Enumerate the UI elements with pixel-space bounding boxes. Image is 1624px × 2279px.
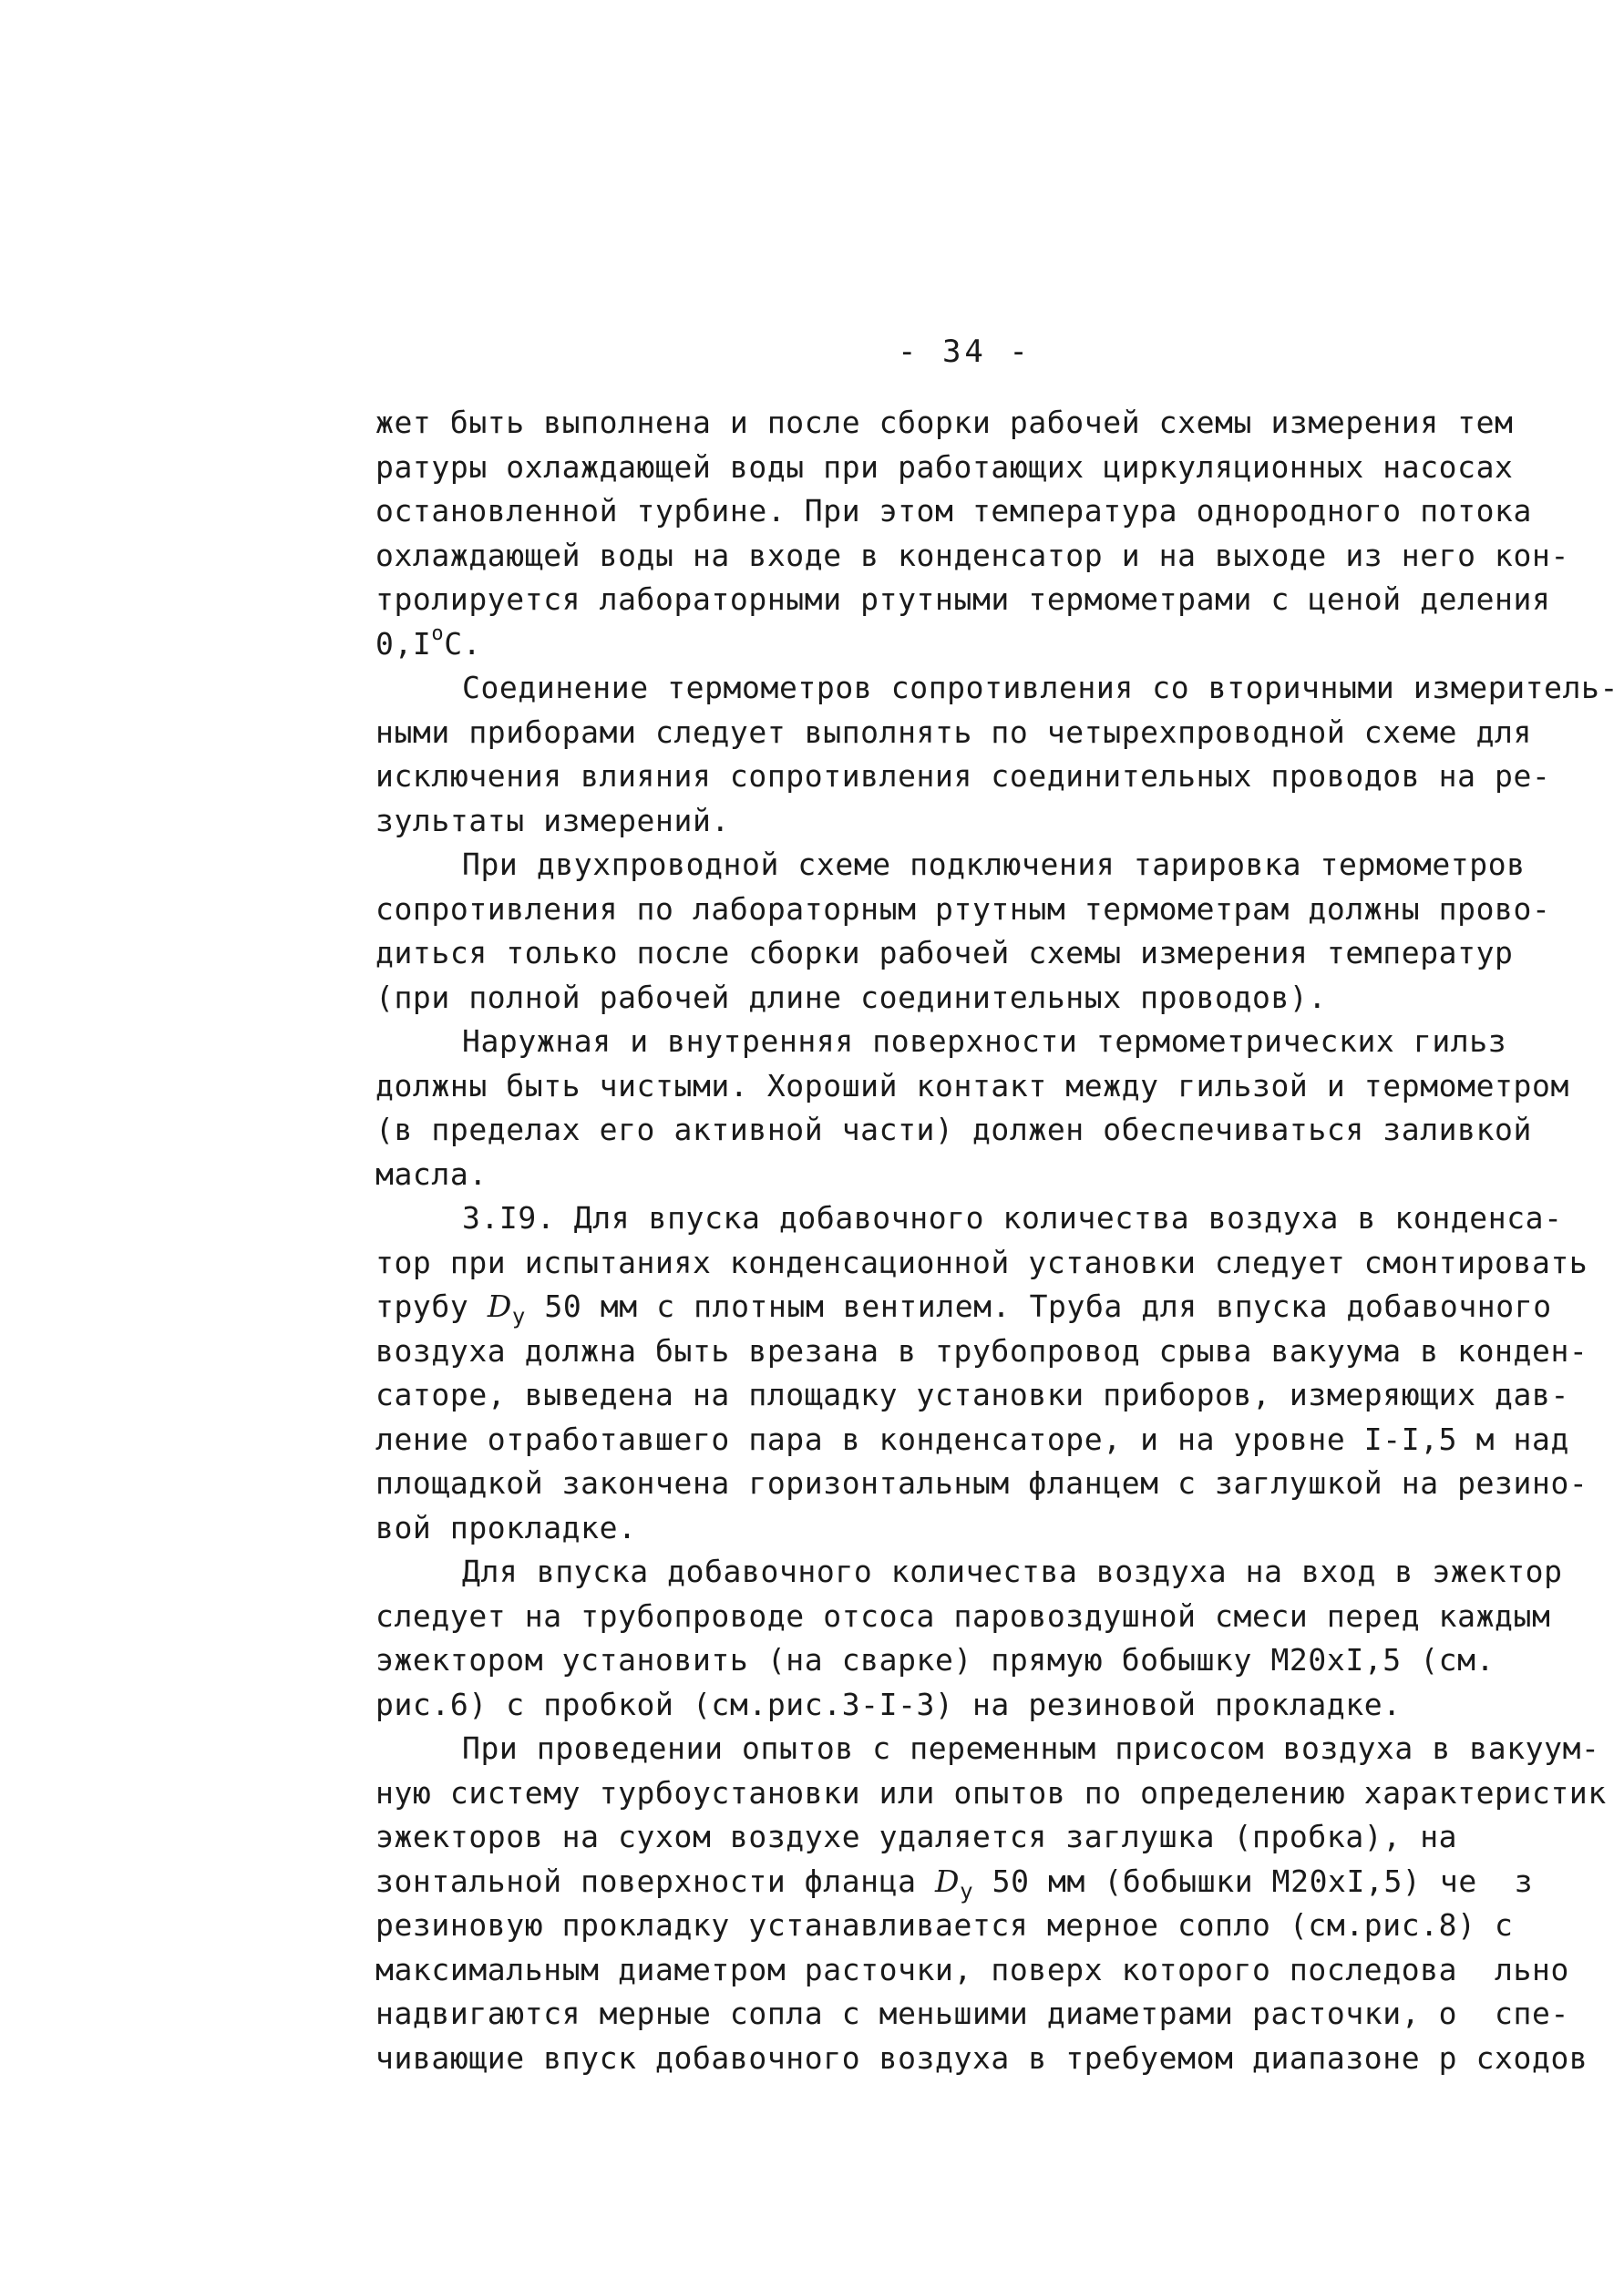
text-line: воздуха должна быть врезана в трубопровод срыва вакуума в конден- bbox=[375, 1332, 1588, 1369]
body-text bbox=[375, 401, 1619, 2080]
temperature-unit: С. bbox=[444, 625, 482, 662]
temperature-value: 0,I bbox=[375, 625, 432, 662]
text-line: ными приборами следует выполнять по четырехпроводной схеме для bbox=[375, 713, 1532, 750]
text-fragment: зонтальной поверхности фланца bbox=[375, 1863, 936, 1899]
text-fragment: 50 мм (бобышки М20хI,5) че з bbox=[973, 1863, 1534, 1899]
text-line: надвигаются мерные сопла с меньшими диаметрами расточки, о спе- bbox=[375, 1996, 1569, 2031]
text-line: тор при испытаниях конденсационной установки следует смонтировать bbox=[375, 1244, 1588, 1280]
text-line: (при полной рабочей длине соединительных проводов). bbox=[375, 979, 1327, 1015]
text-line: диться только после сборки рабочей схемы измерения температур bbox=[375, 935, 1514, 970]
paragraph-start: При двухпроводной схеме подключения тарировка термометров bbox=[462, 847, 1526, 882]
text-line: эжектором установить (на сварке) прямую бобышку М20хI,5 (см. bbox=[375, 1642, 1496, 1678]
text-line: зультаты измерений. bbox=[375, 802, 730, 838]
paragraph-start: Наружная и внутренняя поверхности термометрических гильз bbox=[462, 1023, 1507, 1059]
text-fragment: трубу bbox=[375, 1288, 488, 1324]
nominal-diameter-subscript: y bbox=[511, 1303, 526, 1329]
paragraph-start: Для впуска добавочного количества воздуха на вход в эжектор bbox=[462, 1554, 1563, 1589]
text-line: площадкой закончена горизонтальным фланцем с заглушкой на резино- bbox=[375, 1465, 1588, 1501]
text-line: чивающие впуск добавочного воздуха в требуемом диапазоне р сходов bbox=[375, 2039, 1588, 2076]
text-line: ление отработавшего пара в конденсаторе, и на уровне I-I,5 м над bbox=[375, 1421, 1569, 1457]
page-number: - 34 - bbox=[898, 334, 1032, 370]
text-line: ратуры охлаждающей воды при работающих циркуляционных насосах bbox=[375, 448, 1514, 485]
text-line: остановленной турбине. При этом температура однородного потока bbox=[375, 493, 1532, 529]
paragraph-start: При проведении опытов с переменным присосом воздуха в вакуум- bbox=[462, 1730, 1600, 1766]
text-line: сопротивления по лабораторным ртутным термометрам должны прово- bbox=[375, 890, 1551, 927]
text-line: исключения влияния сопротивления соединительных проводов на ре- bbox=[375, 758, 1551, 794]
degree-superscript: о bbox=[431, 621, 445, 645]
text-line-nominal-diameter bbox=[375, 1285, 1552, 1329]
text-line: резиновую прокладку устанавливается мерное сопло (см.рис.8) с bbox=[375, 1907, 1514, 1943]
section-3-19-start: 3.I9. Для впуска добавочного количества воздуха в конденса- bbox=[462, 1200, 1563, 1236]
text-line: вой прокладке. bbox=[375, 1509, 637, 1545]
text-line: эжекторов на сухом воздухе удаляется заглушка (пробка), на bbox=[375, 1819, 1458, 1854]
text-line: рис.6) с пробкой (см.рис.3-I-3) на резиновой прокладке. bbox=[375, 1686, 1402, 1722]
text-line: максимальным диаметром расточки, поверх которого последова льно bbox=[375, 1951, 1569, 1987]
text-line: жет быть выполнена и после сборки рабочей схемы измерения тем bbox=[375, 405, 1514, 440]
text-line-temperature bbox=[375, 622, 1524, 667]
text-line: охлаждающей воды на входе в конденсатор и на выходе из него кон- bbox=[375, 537, 1569, 573]
nominal-diameter-symbol: D bbox=[935, 1863, 961, 1899]
text-line: масла. bbox=[375, 1155, 488, 1192]
text-fragment: 50 мм с плотным вентилем. Труба для впуска добавочного bbox=[525, 1288, 1552, 1324]
text-line: должны быть чистыми. Хороший контакт между гильзой и термометром bbox=[375, 1067, 1569, 1104]
text-line: ную систему турбоустановки или опытов по определению характеристик bbox=[375, 1774, 1607, 1811]
nominal-diameter-subscript: y bbox=[960, 1878, 974, 1904]
text-line: саторе, выведена на площадку установки приборов, измеряющих дав- bbox=[375, 1377, 1569, 1412]
text-line: тролируется лабораторными ртутными термометрами с ценой деления bbox=[375, 581, 1551, 617]
text-line-nominal-diameter bbox=[375, 1860, 1534, 1904]
paragraph-start: Соединение термометров сопротивления со вторичными измеритель- bbox=[462, 670, 1619, 705]
text-line: следует на трубопроводе отсоса паровоздушной смеси перед каждым bbox=[375, 1597, 1551, 1634]
nominal-diameter-symbol: D bbox=[487, 1288, 512, 1324]
text-line: (в пределах его активной части) должен обеспечиваться заливкой bbox=[375, 1112, 1532, 1147]
